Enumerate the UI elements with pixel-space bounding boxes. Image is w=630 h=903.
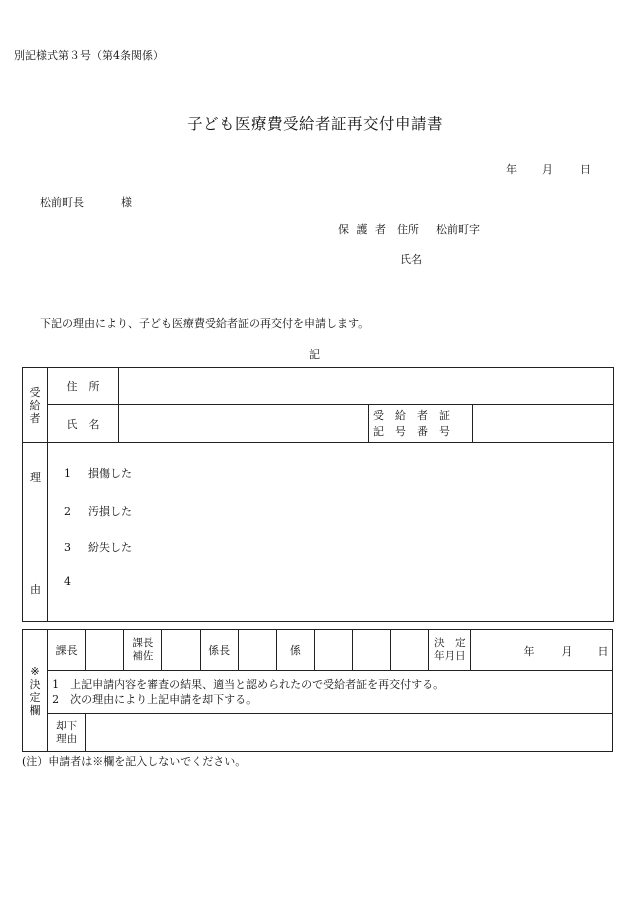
rejection-reason-label <box>48 714 86 752</box>
reason-item-text: 紛失した <box>88 541 132 554</box>
certificate-number-label <box>369 405 473 443</box>
reason-section-label <box>23 443 48 622</box>
reason-item-number: 3 <box>64 541 71 554</box>
kakari-stamp-box-3[interactable] <box>391 630 429 671</box>
decision-date-year: 年 <box>523 645 535 658</box>
decision-label-char: 定 <box>29 690 41 704</box>
addressee-name: 松前町長 <box>40 196 84 209</box>
addressee-honorific: 様 <box>121 196 132 209</box>
applicant-address-field[interactable]: 松前町字 <box>436 223 480 236</box>
kacho-label: 課長 <box>48 630 86 671</box>
decision-date-line: 決 定 <box>434 637 466 649</box>
reason-label-top: 理 <box>30 471 41 484</box>
recipient-label-char: 受 <box>29 385 41 399</box>
form-number: 別記様式第３号（第4条関係） <box>14 49 164 62</box>
rejection-reason-field[interactable] <box>86 714 613 752</box>
application-table <box>22 367 614 622</box>
reason-item[interactable] <box>64 465 132 481</box>
rejection-label-line: 理由 <box>56 732 78 745</box>
kacho-hosa-line: 課長 <box>132 637 154 649</box>
reason-item-text: 汚損した <box>88 505 132 518</box>
date-month-label: 月 <box>542 163 553 176</box>
applicant-address-label: 住所 <box>397 223 419 236</box>
decision-date-month: 月 <box>561 645 573 658</box>
recipient-name-label: 氏 名 <box>48 405 119 443</box>
kakari-label: 係 <box>276 630 314 671</box>
kakari-stamp-box-2[interactable] <box>353 630 391 671</box>
reason-label-bottom: 由 <box>30 583 41 596</box>
decision-table <box>22 629 613 752</box>
recipient-section-label <box>23 368 48 443</box>
certificate-label-line: 記 号 番 号 <box>373 424 450 438</box>
reason-item-number: 1 <box>64 467 71 480</box>
rejection-label-line: 却下 <box>56 719 78 732</box>
reason-item[interactable] <box>64 503 132 519</box>
decision-section-label <box>23 630 48 752</box>
recipient-name-field[interactable] <box>119 405 369 443</box>
applicant-name-label: 氏名 <box>400 253 422 266</box>
decision-option-reject[interactable]: 2 次の理由により上記申請を却下する。 <box>52 693 258 706</box>
decision-date-day: 日 <box>597 645 609 658</box>
recipient-address-field[interactable] <box>119 368 614 405</box>
reason-item-number: 2 <box>64 505 71 518</box>
reason-item[interactable] <box>64 539 132 555</box>
kakaricho-label: 係長 <box>200 630 238 671</box>
reason-item-number: 4 <box>64 575 71 588</box>
recipient-label-char: 者 <box>29 411 41 425</box>
decision-label-char: ※ <box>30 664 40 678</box>
decision-date-field[interactable] <box>471 630 613 671</box>
page-title: 子ども医療費受給者証再交付申請書 <box>186 115 443 133</box>
reason-item[interactable] <box>64 575 88 588</box>
decision-option-approve[interactable]: 1 上記申請内容を審査の結果、適当と認められたので受給者証を再交付する。 <box>52 678 445 691</box>
certificate-label-line: 受 給 者 証 <box>373 408 450 422</box>
guardian-label: 保 護 者 <box>338 223 388 236</box>
certificate-number-field[interactable] <box>473 405 614 443</box>
footer-note: (注）申請者は※欄を記入しないでください。 <box>22 755 247 768</box>
reason-options <box>48 443 614 622</box>
request-statement: 下記の理由により、子ども医療費受給者証の再交付を申請します。 <box>40 317 370 330</box>
kacho-hosa-label <box>124 630 162 671</box>
kakaricho-stamp-box[interactable] <box>238 630 276 671</box>
kacho-stamp-box[interactable] <box>86 630 124 671</box>
kacho-hosa-stamp-box[interactable] <box>162 630 200 671</box>
recipient-address-label: 住 所 <box>48 368 119 405</box>
decision-label-char: 欄 <box>29 703 41 717</box>
recipient-label-char: 給 <box>29 398 41 412</box>
date-day-label: 日 <box>580 163 591 176</box>
decision-date-line: 年月日 <box>434 650 466 662</box>
kacho-hosa-line: 補佐 <box>132 650 154 662</box>
decision-options <box>48 671 613 714</box>
kakari-stamp-box-1[interactable] <box>314 630 352 671</box>
date-year-label: 年 <box>506 163 517 176</box>
decision-date-label <box>429 630 471 671</box>
decision-label-char: 決 <box>29 677 41 691</box>
reason-item-text: 損傷した <box>88 467 132 480</box>
ki-heading: 記 <box>309 348 320 361</box>
